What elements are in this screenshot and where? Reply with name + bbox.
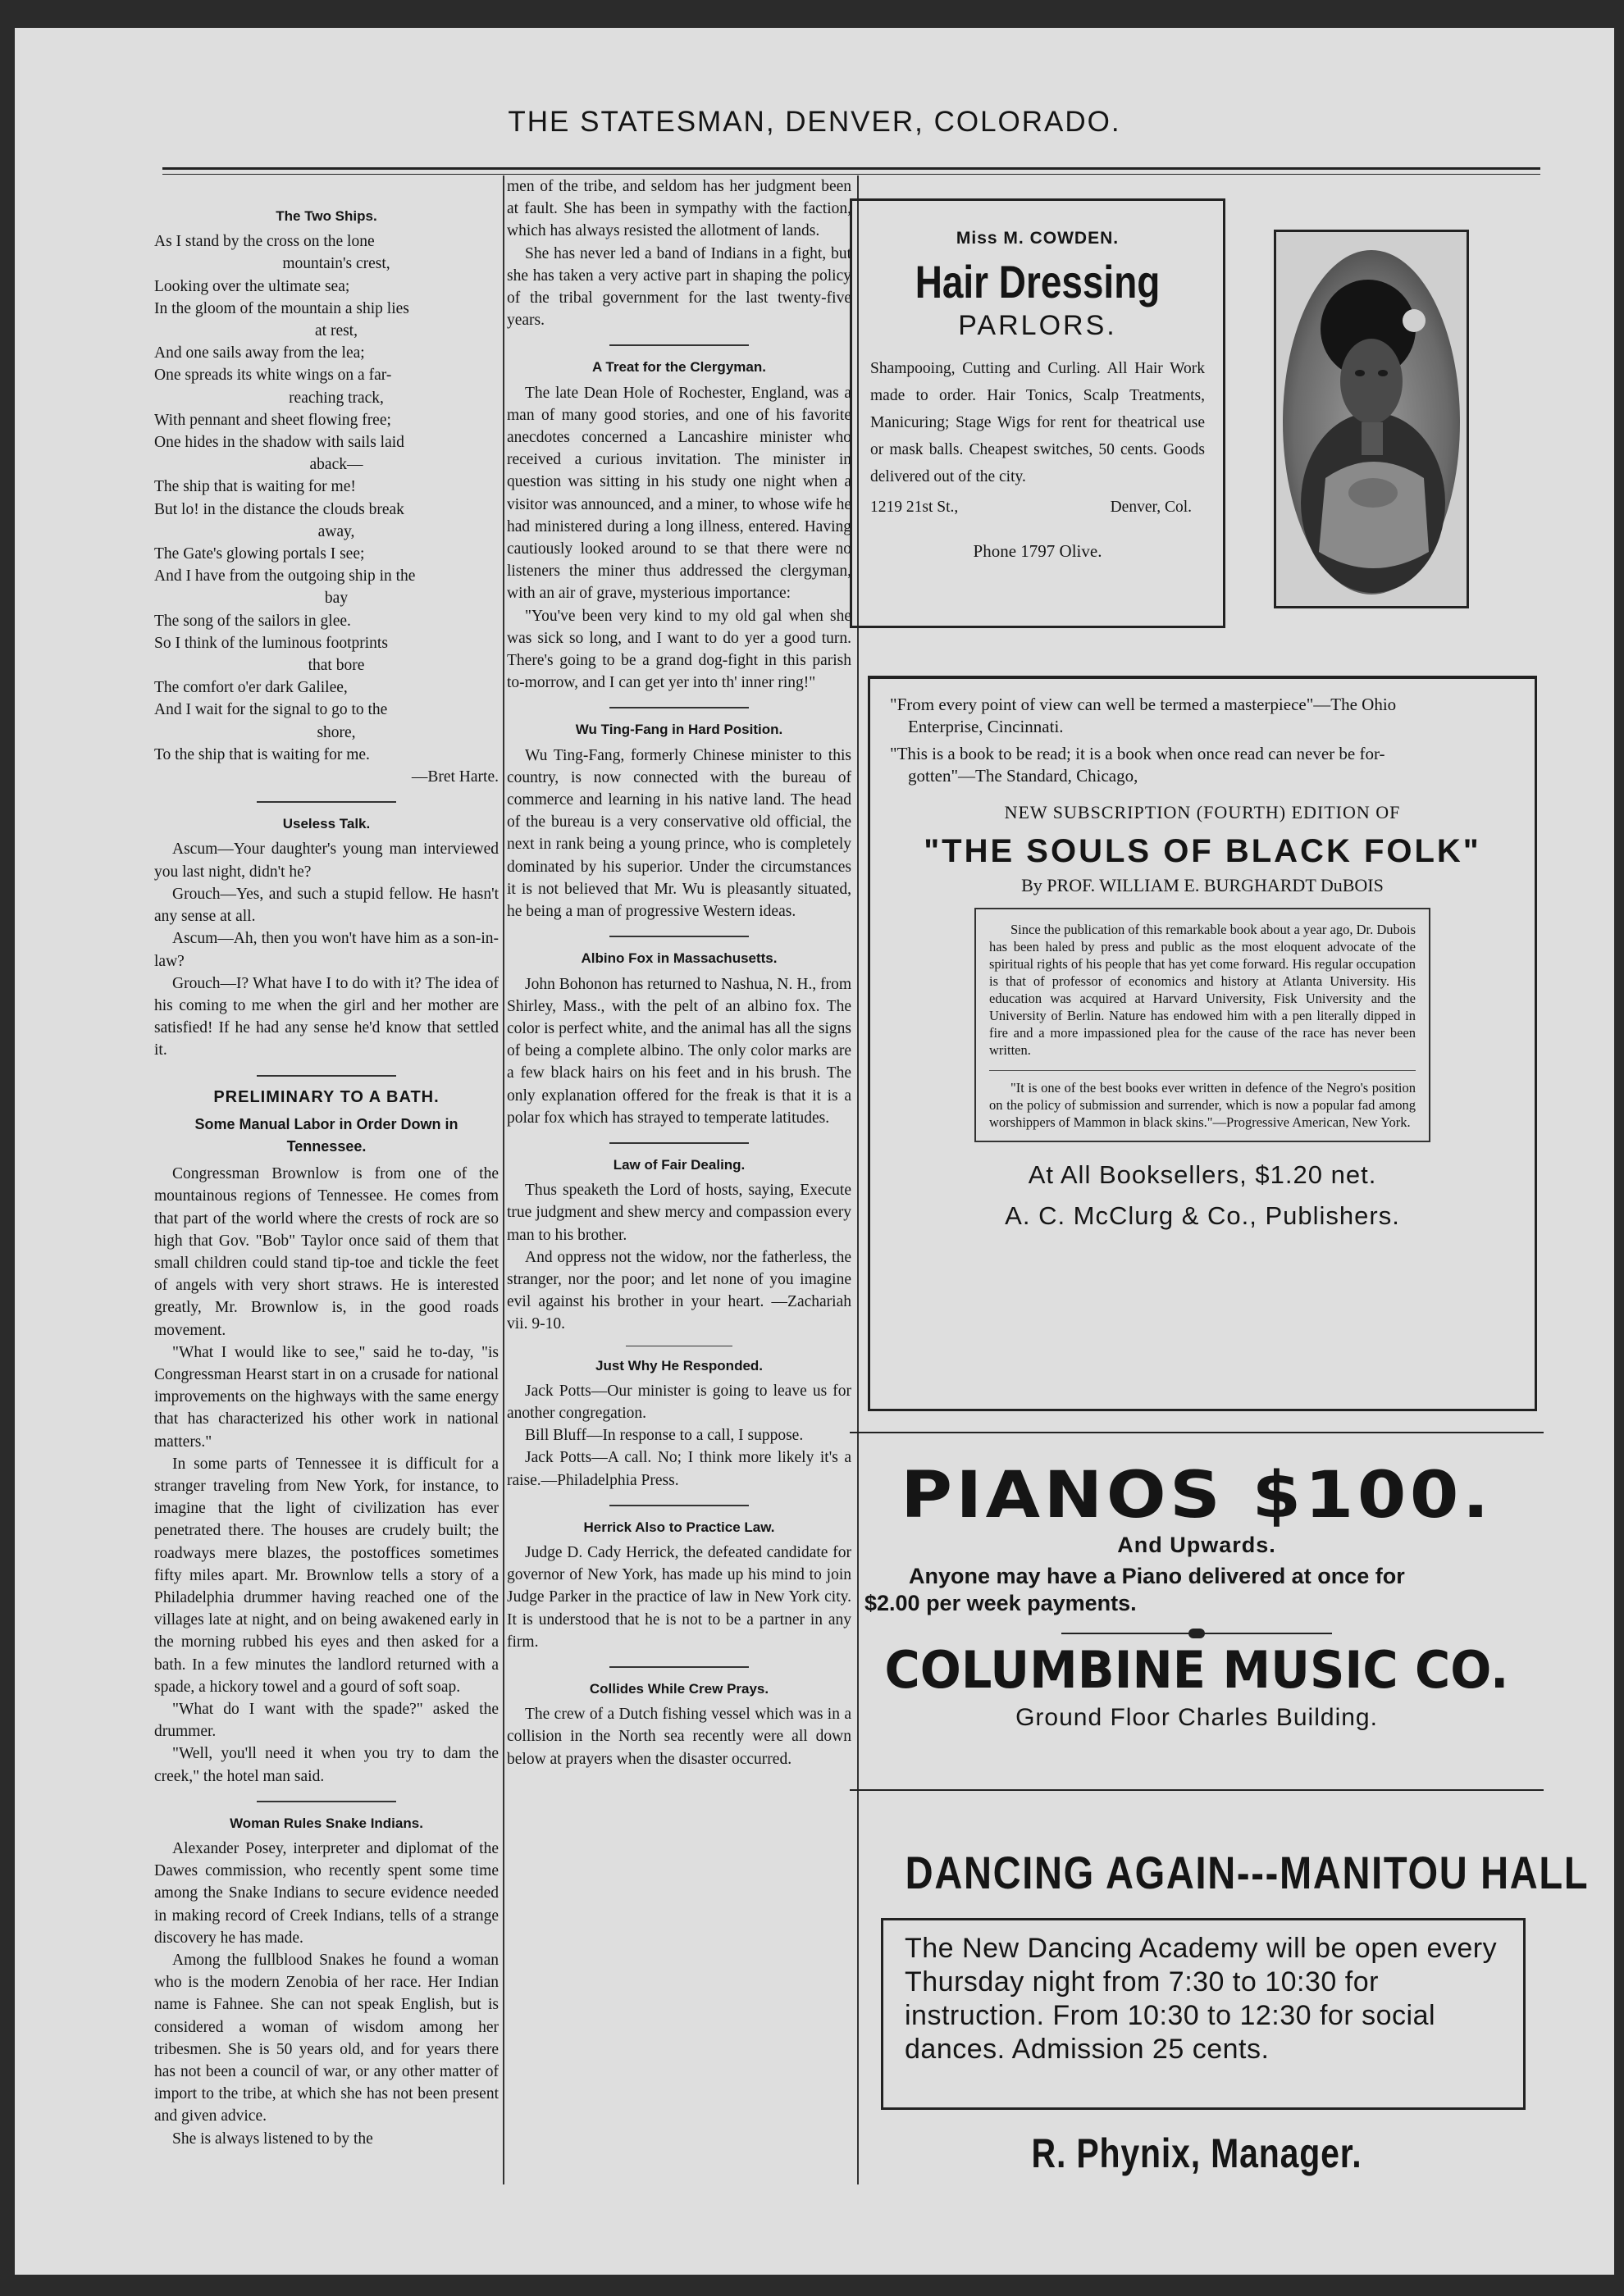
paragraph: In some parts of Tennessee it is difficult for a stranger traveling from New York, for instance, to imagine that the light of civilization has ever penetrated there. The houses are crudely built; the roadways mere blazes, the postoffices sometimes fifty miles apart. Mr. Brownlow tells a story of a Philadelphia drummer having reached one of the villages late at night, and on being awakened early in the morning rubbed his eyes and then asked for a bath. In a few minutes the landlord returned with a spade, a hickory towel and a gourd of soft soap. [154, 1455, 499, 1696]
paragraph: The late Dean Hole of Rochester, England, was a man of many good stories, and one of his favorite anecdotes concerned a Lancashire minister who received a curious invitation. The minister in question was sitting in his study one night when a visitor was announced, and a miner, to whose wife he had ministered during a long illness, entered. Having cautiously looked around to se that there were no listeners the miner thus addressed the clergyman, with an air of grave, mysterious importance: [507, 384, 851, 603]
paragraph: She has never led a band of Indians in a fight, but she has taken a very active part in shaping the policy of the tribal government for the last twenty-five years. [507, 244, 851, 330]
poem-line: So I think of the luminous footprints [154, 634, 388, 652]
ad-title: DANCING AGAIN---MANITOU HALL [905, 1847, 1590, 1898]
article-body [154, 1838, 499, 2150]
article-separator [609, 1505, 749, 1506]
ad-title: PIANOS $100. [901, 1459, 1493, 1533]
article-body [154, 838, 499, 1061]
poem-line: The song of the sailors in glee. [154, 612, 351, 630]
article-herrick [507, 1516, 851, 1653]
poem-line: The ship that is waiting for me! [154, 478, 356, 496]
poem-line: The comfort o'er dark Galilee, [154, 679, 348, 697]
ad-quote-cont: gotten"—The Standard, Chicago, [908, 766, 1138, 786]
article-two-ships [154, 205, 499, 788]
article-separator [609, 707, 749, 708]
column-2 [507, 175, 851, 2197]
ad-quote: "From every point of view can well be termed a masterpiece"—The Ohio [890, 695, 1397, 714]
article-wu-ting-fang [507, 718, 851, 922]
article-separator [609, 936, 749, 937]
ad-location: Ground Floor Charles Building. [1015, 1704, 1378, 1731]
article-headline: The Two Ships. [276, 208, 377, 224]
ad-subtitle: PARLORS. [958, 310, 1117, 341]
paragraph: And oppress not the widow, nor the fatherless, the stranger, nor the poor; and let none of you imagine evil against his brother in your heart. —Zachariah vii. 9-10. [507, 1248, 851, 1333]
poem-line: As I stand by the cross on the lone [154, 233, 375, 251]
ad-hair-dressing [850, 198, 1225, 628]
paragraph: Congressman Brownlow is from one of the mountainous regions of Tennessee. He comes from that part of the world where the crests of rock are so high that Gov. "Bob" Taylor once said of them that small children could stand tip-toe and tickle the feet of angels with very short straws. He is interested greatly, Mr. Brownlow is, in the good roads movement. [154, 1165, 499, 1339]
paragraph: Ascum—Ah, then you won't have him as a son-in-law? [154, 930, 499, 970]
paragraph: Judge D. Cady Herrick, the defeated candidate for governor of New York, has made up his mind to join Judge Parker in the practice of law in New York city. It is understood that he is not to be a partner in any firm. [507, 1543, 851, 1651]
article-separator [257, 1801, 396, 1802]
article-subheadline: Some Manual Labor in Order Down in Tennessee. [194, 1115, 458, 1155]
ad-review-quote: "It is one of the best books ever written in defence of the Negro's position on the policy of submission and surrender, which is now a popular fad among worshippers of Mammon in black skins."—Progressive American, New York. [989, 1080, 1416, 1130]
poem-line: at rest, [315, 322, 358, 340]
ad-quote-cont: Enterprise, Cincinnati. [908, 717, 1064, 736]
article-body [507, 1542, 851, 1653]
article-separator [257, 801, 396, 803]
portrait-image [1276, 232, 1467, 606]
paragraph: She is always listened to by the [172, 2130, 373, 2148]
paragraph: Thus speaketh the Lord of hosts, saying, Execute true judgment and shew mercy and compassion every man to his brother. [507, 1182, 851, 1244]
paragraph: "What do I want with the spade?" asked the drummer. [154, 1701, 499, 1741]
paragraph: "What I would like to see," said he to-day, "is Congressman Hearst start in on a crusade for national improvements on the highways with the same energy that has characterized his other work in national matters." [154, 1343, 499, 1451]
poem-line: But lo! in the distance the clouds break [154, 500, 404, 518]
article-separator [609, 344, 749, 346]
article-headline: Just Why He Responded. [595, 1357, 764, 1374]
ad-rule [850, 1789, 1544, 1791]
paragraph: "You've been very kind to my old gal when she was sick so long, and I want to do yer a good turn. There's going to be a grand dog-fight in this parish to-morrow, and I can get yer into th' inner ring!" [507, 607, 851, 692]
article-body [507, 382, 851, 695]
paragraph: "Well, you'll need it when you try to dam the creek," the hotel man said. [154, 1745, 499, 1785]
ad-offer-line: Anyone may have a Piano delivered at once for [909, 1564, 1405, 1588]
ad-offer [850, 1563, 1544, 1617]
article-body [507, 973, 851, 1129]
paragraph: Bill Bluff—In response to a call, I suppose. [525, 1427, 804, 1445]
article-body [507, 1179, 851, 1335]
ornament-divider [1061, 1629, 1332, 1638]
column-divider [503, 175, 504, 2184]
poem-line: mountain's crest, [282, 255, 390, 273]
poem-line: And one sails away from the lea; [154, 344, 365, 362]
ad-body: The New Dancing Academy will be open every Thursday night from 7:30 to 10:30 for instruction. From 10:30 to 12:30 for social dances. Admission 25 cents. [905, 1933, 1498, 2065]
article-separator [257, 1075, 396, 1077]
ad-author: By PROF. WILLIAM E. BURGHARDT DuBOIS [1021, 875, 1384, 895]
article-why-responded [507, 1355, 851, 1492]
poem-line: bay [324, 590, 349, 608]
masthead-rule-thin [162, 174, 1540, 175]
ad-quotes [870, 679, 1535, 787]
article-body [507, 1703, 851, 1770]
ad-rule [850, 1432, 1544, 1433]
ad-manager: R. Phynix, Manager. [1031, 2130, 1362, 2176]
paragraph: men of the tribe, and seldom has her judgment been at fault. She has been in sympathy with the faction, which has always resisted the allotment of lands. [507, 178, 851, 240]
article-woman-rules [154, 1812, 499, 2150]
ad-pianos [850, 1459, 1544, 1732]
article-albino-fox [507, 947, 851, 1129]
newspaper-page [15, 28, 1614, 2275]
poem-line: And I wait for the signal to go to the [154, 701, 388, 719]
article-headline: Woman Rules Snake Indians. [230, 1815, 423, 1831]
ad-book-title: "THE SOULS OF BLACK FOLK" [924, 833, 1481, 869]
paragraph: Alexander Posey, interpreter and diplomat of the Dawes commission, who recently spent some time among the Snake Indians to secure evidence needed in making record of Creek Indians, tells of a strange discovery he has made. [154, 1840, 499, 1947]
ad-body: Shampooing, Cutting and Curling. All Hair Work made to order. Hair Tonics, Scalp Treatments, Manicuring; Stage Wigs for rent for theatrical use or mask balls. Cheapest switches, 50 cents. Goods delivered out of the city. [870, 360, 1205, 485]
ad-publisher: A. C. McClurg & Co., Publishers. [1005, 1201, 1400, 1230]
article-headline: Collides While Crew Prays. [589, 1680, 769, 1697]
poem-line: With pennant and sheet flowing free; [154, 411, 391, 429]
poem-line: that bore [308, 657, 365, 675]
ad-box [881, 1918, 1526, 2110]
article-body [154, 1163, 499, 1788]
ad-quote: "This is a book to be read; it is a book when once read can never be for- [890, 744, 1385, 763]
article-body [507, 745, 851, 923]
ad-review: Since the publication of this remarkable book about a year ago, Dr. Dubois has been haled by press and public as the most eloquent advocate of the spiritual rights of his people that has yet come forward. His regular occupation is that of professor of economics and history at Atlanta University. His education was acquired at Harvard University, Fisk University and the University of Berlin. Nature has endowed him with a pen literally dipped in fire and a more impassioned plea for the cause of the race has never been written. [989, 922, 1416, 1058]
ad-company: COLUMBINE MUSIC CO. [884, 1640, 1509, 1700]
masthead: THE STATESMAN, DENVER, COLORADO. [508, 106, 1121, 138]
column-1 [154, 200, 499, 2197]
poem-line: One spreads its white wings on a far- [154, 367, 392, 385]
article-headline: Wu Ting-Fang in Hard Position. [575, 722, 783, 738]
poem-line: The Gate's glowing portals I see; [154, 545, 365, 563]
ad-offer-line: $2.00 per week payments. [864, 1591, 1137, 1615]
poem-line: One hides in the shadow with sails laid [154, 434, 404, 452]
ad-phone: Phone 1797 Olive. [973, 541, 1102, 561]
ad-subtitle: And Upwards. [1117, 1533, 1276, 1557]
paragraph: Jack Potts—A call. No; I think more likely it's a raise.—Philadelphia Press. [507, 1449, 851, 1489]
ad-city: Denver, Col. [1110, 499, 1192, 516]
article-separator [609, 1666, 749, 1668]
article-treat-clergyman [507, 356, 851, 694]
poem-line: Looking over the ultimate sea; [154, 277, 350, 295]
ad-address-row [852, 490, 1223, 517]
article-body [507, 1380, 851, 1492]
ad-dancing [850, 1844, 1590, 2177]
article-bath [154, 1086, 499, 1788]
article-headline: Law of Fair Dealing. [613, 1156, 746, 1173]
poem-line: And I have from the outgoing ship in the [154, 567, 416, 585]
ad-review-divider [989, 1070, 1416, 1071]
article-law-fair-dealing [507, 1154, 851, 1336]
article-headline: Albino Fox in Massachusetts. [581, 950, 778, 967]
ad-frame [868, 676, 1537, 1411]
ad-edition: NEW SUBSCRIPTION (FOURTH) EDITION OF [1004, 802, 1401, 822]
paragraph: Ascum—Your daughter's young man interviewed you last night, didn't he? [154, 840, 499, 881]
article-collides [507, 1678, 851, 1770]
ad-street: 1219 21st St., [870, 499, 959, 516]
paragraph: The crew of a Dutch fishing vessel which was in a collision in the North sea recently were all down below at prayers when the disaster occurred. [507, 1706, 851, 1768]
poem-line: To the ship that is waiting for me. [154, 745, 370, 763]
portrait-photo [1274, 230, 1469, 608]
article-useless-talk [154, 813, 499, 1061]
article-headline: PRELIMINARY TO A BATH. [213, 1087, 440, 1106]
poem-lines [154, 230, 499, 766]
paragraph: Wu Ting-Fang, formerly Chinese minister to this country, is now connected with the bureau of commerce and learning in his native land. The head of the bureau is a very conservative old official, the next in rank being a young prince, who is completely dominated by his superior. Under the circumstances it is not believed that Mr. Wu is pleasantly situated, he being a man of progressive Western ideas. [507, 746, 851, 921]
poem-line: In the gloom of the mountain a ship lies [154, 299, 409, 317]
paragraph: Among the fullblood Snakes he found a woman who is the modern Zenobia of her race. Her Indian name is Fahnee. She can not speak English, but is considered a woman of wisdom among her tribesmen. She is 50 years old, and for years there has not been a council of war, or any other matter of import to the tribe, at which she has not been present and given advice. [154, 1952, 499, 2125]
masthead-rule [162, 167, 1540, 170]
article-continuation [507, 175, 851, 331]
paragraph: Grouch—I? What have I to do with it? The idea of his coming to me when the girl and her mother are satisfied! If he had any sense he'd know that settled it. [154, 974, 499, 1059]
ad-review-box [974, 908, 1430, 1142]
ad-proprietor: Miss M. COWDEN. [956, 229, 1120, 248]
article-headline: Herrick Also to Practice Law. [583, 1519, 775, 1535]
poem-line: aback— [309, 456, 363, 474]
poem-line: reaching track, [289, 389, 384, 407]
article-separator [609, 1142, 749, 1144]
poem-line: shore, [317, 723, 356, 741]
article-headline: Useless Talk. [282, 816, 371, 832]
paragraph: Grouch—Yes, and such a stupid fellow. He hasn't any sense at all. [154, 885, 499, 926]
poem-byline: —Bret Harte. [411, 768, 499, 786]
ad-souls-of-black-folk [850, 676, 1539, 1414]
paragraph: John Bohonon has returned to Nashua, N. H., from Shirley, Mass., with the pelt of an albino fox. The color is perfect white, and the animal has all the signs of being a complete albino. The only color marks are a few black hairs on his feet and in his brush. The only explanation offered for the freak is that it is a polar fox which has strayed to temperate latitudes. [507, 975, 851, 1127]
ad-title: Hair Dressing [915, 256, 1161, 308]
poem-line: away, [317, 522, 355, 540]
paragraph: Jack Potts—Our minister is going to leave us for another congregation. [507, 1382, 851, 1422]
ad-price: At All Booksellers, $1.20 net. [1028, 1160, 1377, 1189]
article-headline: A Treat for the Clergyman. [592, 359, 766, 376]
